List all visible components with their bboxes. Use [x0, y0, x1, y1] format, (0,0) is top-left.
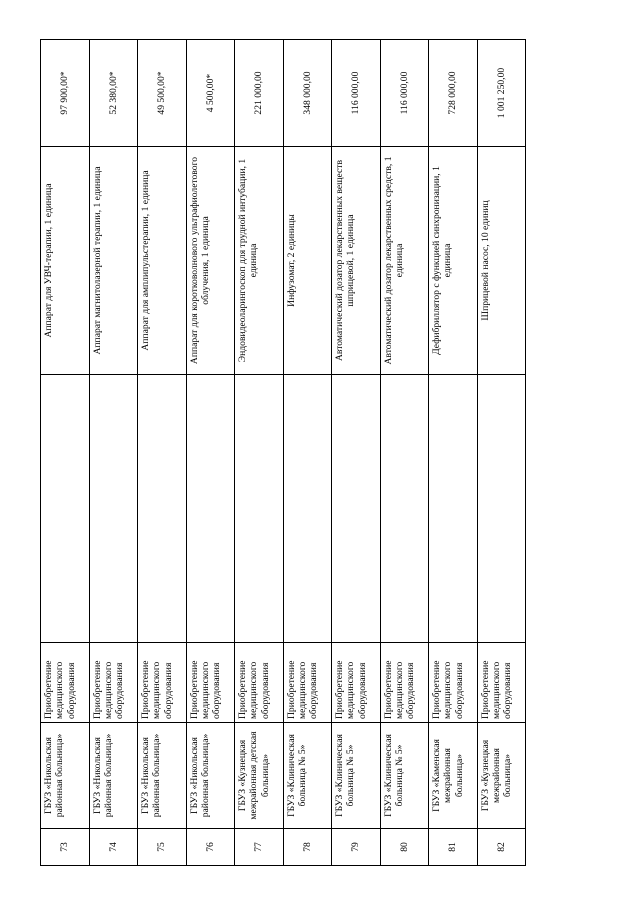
table-row	[89, 40, 138, 866]
empty-cell	[429, 375, 478, 643]
amount-cell: 116 000,00	[380, 40, 429, 147]
empty-cell	[380, 375, 429, 643]
table-row	[429, 40, 478, 866]
row-number: 75	[138, 829, 187, 866]
organization-cell: ГБУЗ «Никольская районная больница»	[89, 723, 138, 829]
table-row	[283, 40, 332, 866]
empty-cell	[332, 375, 381, 643]
purpose-cell: Приобретение медицинского оборудования	[235, 643, 284, 723]
empty-cell	[41, 375, 90, 643]
equipment-cell: Автоматический дозатор лекарственных веществ шприцевой, 1 единица	[332, 147, 381, 375]
purpose-cell: Приобретение медицинского оборудования	[41, 643, 90, 723]
amount-cell: 52 380,00*	[89, 40, 138, 147]
purpose-cell: Приобретение медицинского оборудования	[186, 643, 235, 723]
table-row	[332, 40, 381, 866]
table-row	[41, 40, 90, 866]
organization-cell: ГБУЗ «Клиническая больница № 5»	[332, 723, 381, 829]
purpose-cell: Приобретение медицинского оборудования	[380, 643, 429, 723]
equipment-cell: Аппарат для коротковолнового ультрафиолетового облучения, 1 единица	[186, 147, 235, 375]
row-number: 73	[41, 829, 90, 866]
equipment-cell: Аппарат для УВЧ-терапии, 1 единица	[41, 147, 90, 375]
equipment-cell: Шприцевой насос, 10 единиц	[477, 147, 526, 375]
organization-cell: ГБУЗ «Кузнецкая межрайонная детская больница»	[235, 723, 284, 829]
amount-cell: 97 900,00*	[41, 40, 90, 147]
row-number: 74	[89, 829, 138, 866]
table-row	[235, 40, 284, 866]
amount-cell: 49 500,00*	[138, 40, 187, 147]
organization-cell: ГБУЗ «Кузнецкая межрайонная больница»	[477, 723, 526, 829]
amount-cell: 116 000,00	[332, 40, 381, 147]
organization-cell: ГБУЗ «Никольская районная больница»	[138, 723, 187, 829]
row-number: 76	[186, 829, 235, 866]
row-number: 81	[429, 829, 478, 866]
equipment-cell: Инфузомат, 2 единицы	[283, 147, 332, 375]
equipment-cell: Аппарат для амплипульстерапии, 1 единица	[138, 147, 187, 375]
amount-cell: 221 000,00	[235, 40, 284, 147]
purpose-cell: Приобретение медицинского оборудования	[283, 643, 332, 723]
purpose-cell: Приобретение медицинского оборудования	[332, 643, 381, 723]
organization-cell: ГБУЗ «Клиническая больница № 5»	[283, 723, 332, 829]
purpose-cell: Приобретение медицинского оборудования	[477, 643, 526, 723]
table-row	[186, 40, 235, 866]
empty-cell	[186, 375, 235, 643]
row-number: 79	[332, 829, 381, 866]
empty-cell	[89, 375, 138, 643]
table-row	[138, 40, 187, 866]
amount-cell: 348 000,00	[283, 40, 332, 147]
organization-cell: ГБУЗ «Клиническая больница № 5»	[380, 723, 429, 829]
rotated-table-container	[40, 40, 525, 866]
organization-cell: ГБУЗ «Каменская межрайонная больница»	[429, 723, 478, 829]
empty-cell	[235, 375, 284, 643]
amount-cell: 1 001 250,00	[477, 40, 526, 147]
purpose-cell: Приобретение медицинского оборудования	[89, 643, 138, 723]
purpose-cell: Приобретение медицинского оборудования	[429, 643, 478, 723]
row-number: 77	[235, 829, 284, 866]
empty-cell	[138, 375, 187, 643]
equipment-cell: Аппарат магнитолазерной терапии, 1 единица	[89, 147, 138, 375]
equipment-cell: Автоматический дозатор лекарственных средств, 1 единица	[380, 147, 429, 375]
row-number: 78	[283, 829, 332, 866]
amount-cell: 4 500,00*	[186, 40, 235, 147]
equipment-table	[40, 39, 526, 866]
organization-cell: ГБУЗ «Никольская районная больница»	[186, 723, 235, 829]
page-frame	[40, 40, 525, 866]
row-number: 82	[477, 829, 526, 866]
amount-cell: 728 000,00	[429, 40, 478, 147]
row-number: 80	[380, 829, 429, 866]
table-row	[380, 40, 429, 866]
purpose-cell: Приобретение медицинского оборудования	[138, 643, 187, 723]
equipment-cell: Эндовидеоларингоскоп для трудной интубации, 1 единица	[235, 147, 284, 375]
equipment-cell: Дефибриллятор с функцией синхронизации, 1 единица	[429, 147, 478, 375]
empty-cell	[283, 375, 332, 643]
table-row	[477, 40, 526, 866]
organization-cell: ГБУЗ «Никольская районная больница»	[41, 723, 90, 829]
empty-cell	[477, 375, 526, 643]
